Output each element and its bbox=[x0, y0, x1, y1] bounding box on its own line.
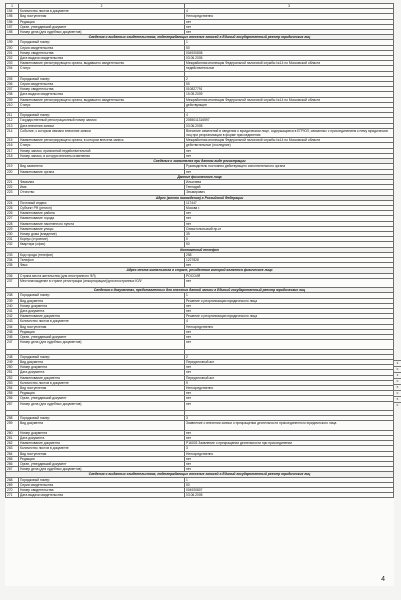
row-value: нет bbox=[185, 456, 394, 461]
row-value: нет bbox=[185, 334, 394, 339]
row-number: 261 bbox=[6, 436, 19, 441]
row-number: 198 bbox=[6, 30, 19, 35]
row-label: Номер свидетельства bbox=[19, 87, 185, 92]
row-label: Вид документа bbox=[19, 298, 185, 303]
row-number: 228 bbox=[6, 221, 19, 226]
row-number: 222 bbox=[6, 185, 19, 190]
row-value: нет bbox=[185, 370, 394, 375]
row-label: Дата выдачи свидетельства bbox=[19, 92, 185, 97]
row-number: 267 bbox=[6, 467, 19, 472]
row-value: 9 bbox=[185, 380, 394, 385]
row-label: Наименование района bbox=[19, 211, 185, 216]
row-value: РОССИЯ bbox=[185, 273, 394, 278]
row-number: 249 bbox=[6, 359, 19, 364]
row-value: нет bbox=[185, 401, 394, 410]
table-row bbox=[6, 278, 394, 287]
row-label: Порядковый номер bbox=[19, 40, 185, 45]
row-number: 258 bbox=[6, 416, 19, 421]
row-value: Москва г. bbox=[185, 205, 394, 210]
row-value: действительные (последние) bbox=[185, 143, 394, 148]
row-label: Субъект РФ (регион) bbox=[19, 205, 185, 210]
row-value: 1 bbox=[185, 40, 394, 45]
row-value: нет bbox=[185, 263, 394, 268]
row-value: нет bbox=[185, 396, 394, 401]
row-value: Решение о реорганизации юридического лица bbox=[185, 298, 394, 303]
row-number: 197 bbox=[6, 24, 19, 29]
row-label: Орган, утвердивший документ bbox=[19, 24, 185, 29]
row-number: 200 bbox=[6, 45, 19, 50]
row-label: Количество листов в документе bbox=[19, 446, 185, 451]
row-label: Наименование документа bbox=[19, 441, 185, 446]
row-label: Наименование населенного пункта bbox=[19, 221, 185, 226]
row-label: Факс bbox=[19, 263, 185, 268]
row-number: 221 bbox=[6, 179, 19, 184]
row-number: 252 bbox=[6, 375, 19, 380]
header-col-number: 1 bbox=[6, 4, 19, 9]
table-row bbox=[6, 340, 394, 349]
row-number: 216 bbox=[6, 143, 19, 148]
row-number: 251 bbox=[6, 370, 19, 375]
row-label: Порядковый номер bbox=[19, 113, 185, 118]
row-number: 245 bbox=[6, 329, 19, 334]
row-value: 15.05.2009 bbox=[185, 92, 394, 97]
row-number: 254 bbox=[6, 386, 19, 391]
row-number: 264 bbox=[6, 451, 19, 456]
row-value: нет bbox=[185, 303, 394, 308]
row-label: Вид поступления bbox=[19, 451, 185, 456]
row-number: 259 bbox=[6, 421, 19, 430]
row-value: нет bbox=[185, 308, 394, 313]
row-value: Ильичева bbox=[185, 179, 394, 184]
row-number: 219 bbox=[6, 164, 19, 169]
row-value: нет bbox=[185, 169, 394, 174]
row-number: 232 bbox=[6, 242, 19, 247]
row-label: Редакция bbox=[19, 391, 185, 396]
row-value: нет bbox=[185, 24, 394, 29]
row-label: Порядковый номер bbox=[19, 416, 185, 421]
row-value: Севастопольский пр-кт bbox=[185, 226, 394, 231]
row-value: Непосредственно bbox=[185, 14, 394, 19]
row-number: 256 bbox=[6, 396, 19, 401]
row-label: Дата выдачи свидетельства bbox=[19, 56, 185, 61]
row-number: 263 bbox=[6, 446, 19, 451]
row-label: Местонахождение в стране регистрации (инкорпорации)/для иностранных ЮЛ/ bbox=[19, 278, 185, 287]
row-number: 217 bbox=[6, 148, 19, 153]
row-label: Наименование улицы bbox=[19, 226, 185, 231]
row-label: Вид поступления bbox=[19, 386, 185, 391]
row-label: Орган, утвердивший документ bbox=[19, 462, 185, 467]
row-number: 194 bbox=[6, 9, 19, 14]
row-label: Дата выдачи свидетельства bbox=[19, 493, 185, 498]
row-value: нет bbox=[185, 148, 394, 153]
row-label: Вид документа bbox=[19, 421, 185, 430]
row-value: 50 bbox=[185, 82, 394, 87]
row-number: 243 bbox=[6, 319, 19, 324]
header-col-label: 2 bbox=[19, 4, 185, 9]
row-label: Количество листов в документе bbox=[19, 380, 185, 385]
row-number: 271 bbox=[6, 493, 19, 498]
row-number: 213 bbox=[6, 123, 19, 128]
row-label: Номер записи, признанной недействительной bbox=[19, 148, 185, 153]
row-label: Квартира (офис) bbox=[19, 242, 185, 247]
row-label: Статус bbox=[19, 66, 185, 71]
row-number: 240 bbox=[6, 303, 19, 308]
section-title: Сведения о выданных свидетельствах, подтверждающих внесение записей в Единый государственный реестр юридических лиц bbox=[6, 35, 394, 40]
row-label: Количество листов в документе bbox=[19, 9, 185, 14]
row-label: Номер дома (владение) bbox=[19, 231, 185, 236]
row-number: 248 bbox=[6, 354, 19, 359]
edge-mark: 5 bbox=[393, 396, 401, 402]
row-label: Порядковый номер bbox=[19, 477, 185, 482]
row-value: нет bbox=[185, 211, 394, 216]
row-number: 253 bbox=[6, 380, 19, 385]
row-number: 206 bbox=[6, 82, 19, 87]
row-value: нет bbox=[185, 278, 394, 287]
edge-mark: 0 bbox=[393, 402, 401, 408]
row-value: 010827791 bbox=[185, 87, 394, 92]
row-value: 4 bbox=[185, 9, 394, 14]
table-row bbox=[6, 128, 394, 137]
edge-mark: 5 bbox=[393, 384, 401, 390]
row-label: Номер дела (для судебных документов) bbox=[19, 30, 185, 35]
row-value: Заявление о внесении записи о прекращении деятельности присоединенного юридического лица bbox=[185, 421, 394, 430]
row-number: 262 bbox=[6, 441, 19, 446]
row-label: Номер свидетельства bbox=[19, 50, 185, 55]
row-label: Корпус (строение) bbox=[19, 237, 185, 242]
row-label: Количество листов в документе bbox=[19, 319, 185, 324]
row-value: нет bbox=[185, 467, 394, 472]
row-label: Отчество bbox=[19, 190, 185, 195]
row-value: Межрайонная инспекция Федеральной налоговой службы №14 по Московской области bbox=[185, 138, 394, 143]
row-value: Передаточный акт bbox=[185, 359, 394, 364]
row-number: 229 bbox=[6, 226, 19, 231]
row-number: 244 bbox=[6, 324, 19, 329]
row-number: 265 bbox=[6, 456, 19, 461]
row-label: Номер дела (для судебных документов) bbox=[19, 467, 185, 472]
section-title: Адрес места жительства в стране, резидентом которой является физическое лицо bbox=[6, 268, 394, 273]
row-label: Вид документа bbox=[19, 359, 185, 364]
row-value: 117447 bbox=[185, 200, 394, 205]
row-label: Номер записи, в которую внесены изменения bbox=[19, 153, 185, 158]
row-number: 212 bbox=[6, 118, 19, 123]
row-label: Дата внесения записи bbox=[19, 123, 185, 128]
row-value: 1227828 bbox=[185, 257, 394, 262]
row-number: 215 bbox=[6, 138, 19, 143]
row-value: нет bbox=[185, 436, 394, 441]
row-number: 207 bbox=[6, 87, 19, 92]
row-value: Эльмирович bbox=[185, 190, 394, 195]
document-page bbox=[5, 3, 394, 586]
row-value: Передаточный акт bbox=[185, 375, 394, 380]
row-value: 03.06.2005 bbox=[185, 56, 394, 61]
row-label: Дата документа bbox=[19, 308, 185, 313]
row-number: 211 bbox=[6, 113, 19, 118]
row-value: Непосредственно bbox=[185, 386, 394, 391]
section-title: Сведения о заявителях при данном виде регистрации bbox=[6, 159, 394, 164]
row-value: Руководитель постоянно действующего исполнительного органа bbox=[185, 164, 394, 169]
row-label: Наименование органа bbox=[19, 169, 185, 174]
row-number: 220 bbox=[6, 169, 19, 174]
row-label: Порядковый номер bbox=[19, 354, 185, 359]
row-label: Статус bbox=[19, 102, 185, 107]
row-number: 239 bbox=[6, 298, 19, 303]
row-number: 260 bbox=[6, 430, 19, 435]
row-value: 0 bbox=[185, 237, 394, 242]
row-label: Вид поступления bbox=[19, 324, 185, 329]
row-label: Порядковый номер bbox=[19, 293, 185, 298]
row-value: 03.06.2005 bbox=[185, 123, 394, 128]
table-body bbox=[6, 9, 394, 498]
row-label: Имя bbox=[19, 185, 185, 190]
row-number: 234 bbox=[6, 257, 19, 262]
edge-mark: 0 bbox=[393, 390, 401, 396]
section-title: Данные физического лица bbox=[6, 174, 394, 179]
row-number: 255 bbox=[6, 391, 19, 396]
row-label: Наименование регистрирующего органа, выдавшего свидетельство bbox=[19, 97, 185, 102]
row-value: Геннадий bbox=[185, 185, 394, 190]
row-value: нет bbox=[185, 19, 394, 24]
row-label: Порядковый номер bbox=[19, 76, 185, 81]
row-number: 226 bbox=[6, 211, 19, 216]
row-value: Межрайонная инспекция Федеральной налоговой службы №14 по Московской области bbox=[185, 61, 394, 66]
row-number: 204 bbox=[6, 66, 19, 71]
row-number: 250 bbox=[6, 365, 19, 370]
row-number: 224 bbox=[6, 200, 19, 205]
row-number: 230 bbox=[6, 231, 19, 236]
row-value: Р16003 Заявление о прекращении деятельности при присоединении bbox=[185, 441, 394, 446]
row-value: 004920808 bbox=[185, 50, 394, 55]
row-number: 247 bbox=[6, 340, 19, 349]
table-row bbox=[6, 493, 394, 498]
table-row bbox=[6, 421, 394, 430]
row-value: Межрайонная инспекция Федеральной налоговой службы №14 по Московской области bbox=[185, 97, 394, 102]
row-value: нет bbox=[185, 365, 394, 370]
row-value: 3 bbox=[185, 446, 394, 451]
row-label: Серия свидетельства bbox=[19, 482, 185, 487]
row-value: 2055011316597 bbox=[185, 118, 394, 123]
section-title: Контактный телефон bbox=[6, 247, 394, 252]
row-number: 218 bbox=[6, 153, 19, 158]
row-label: Номер дела (для судебных документов) bbox=[19, 340, 185, 349]
registry-table bbox=[5, 3, 394, 498]
row-value: нет bbox=[185, 30, 394, 35]
row-value: недействительное bbox=[185, 66, 394, 71]
page-number: 4 bbox=[381, 576, 385, 583]
row-value: 1 bbox=[185, 293, 394, 298]
row-value: 39 bbox=[185, 231, 394, 236]
row-label: Серия свидетельства bbox=[19, 82, 185, 87]
row-value: 2 bbox=[185, 76, 394, 81]
row-value: 50 bbox=[185, 242, 394, 247]
edge-mark: 0 bbox=[393, 366, 401, 372]
row-label: Серия свидетельства bbox=[19, 45, 185, 50]
row-number: 209 bbox=[6, 97, 19, 102]
row-number: 242 bbox=[6, 314, 19, 319]
header-col-value: 3 bbox=[185, 4, 394, 9]
row-number: 201 bbox=[6, 50, 19, 55]
section-title: Адрес (место нахождения) в Российской Федерации bbox=[6, 195, 394, 200]
row-label: Наименование документа bbox=[19, 375, 185, 380]
row-value: 2 bbox=[185, 354, 394, 359]
row-label: Код города (телефон) bbox=[19, 252, 185, 257]
row-label: Телефон bbox=[19, 257, 185, 262]
row-value: нет bbox=[185, 391, 394, 396]
row-number: 203 bbox=[6, 61, 19, 66]
row-number: 227 bbox=[6, 216, 19, 221]
row-number: 202 bbox=[6, 56, 19, 61]
row-number: 225 bbox=[6, 205, 19, 210]
row-number: 196 bbox=[6, 19, 19, 24]
row-number: 208 bbox=[6, 92, 19, 97]
row-value: нет bbox=[185, 462, 394, 467]
table-row bbox=[6, 401, 394, 410]
row-value: нет bbox=[185, 430, 394, 435]
row-value: 1 bbox=[185, 477, 394, 482]
section-title: Сведения о документах, представленных для внесения данной записи в Единый государственный реестр юридических лиц bbox=[6, 288, 394, 293]
row-label: Вид заявителя bbox=[19, 164, 185, 169]
row-number: 238 bbox=[6, 293, 19, 298]
row-number: 210 bbox=[6, 102, 19, 107]
row-number: 246 bbox=[6, 334, 19, 339]
row-label: Наименование регистрирующего органа, выдавшего свидетельство bbox=[19, 61, 185, 66]
row-number: 231 bbox=[6, 237, 19, 242]
row-label: Номер документа bbox=[19, 303, 185, 308]
row-number: 199 bbox=[6, 40, 19, 45]
row-number: 241 bbox=[6, 308, 19, 313]
row-label: Номер свидетельства bbox=[19, 488, 185, 493]
row-label: Редакция bbox=[19, 19, 185, 24]
row-value: 50 bbox=[185, 482, 394, 487]
row-label: Событие, с которым связано внесение записи bbox=[19, 128, 185, 137]
row-number: 214 bbox=[6, 128, 19, 137]
row-label: Редакция bbox=[19, 329, 185, 334]
row-value: 50 bbox=[185, 45, 394, 50]
row-label: Наименование регистрирующего органа, в котором внесена запись bbox=[19, 138, 185, 143]
row-number: 270 bbox=[6, 488, 19, 493]
row-number: 205 bbox=[6, 76, 19, 81]
row-number: 195 bbox=[6, 14, 19, 19]
row-label: Государственный регистрационный номер записи bbox=[19, 118, 185, 123]
row-value: 004920807 bbox=[185, 488, 394, 493]
edge-mark: 3 bbox=[393, 372, 401, 378]
row-value: нет bbox=[185, 153, 394, 158]
row-number: 237 bbox=[6, 278, 19, 287]
row-value: нет bbox=[185, 340, 394, 349]
edge-mark: 0 bbox=[393, 378, 401, 384]
row-value: 03.06.2005 bbox=[185, 493, 394, 498]
row-number: 268 bbox=[6, 477, 19, 482]
row-label: Дата документа bbox=[19, 436, 185, 441]
row-number: 269 bbox=[6, 482, 19, 487]
row-label: Номер дела (для судебных документов) bbox=[19, 401, 185, 410]
section-title: Сведения о выданных свидетельствах, подтверждающих внесение записей в Единый государственный реестр юридических лиц bbox=[6, 472, 394, 477]
row-label: Почтовый индекс bbox=[19, 200, 185, 205]
row-label: Номер документа bbox=[19, 430, 185, 435]
row-label: Фамилия bbox=[19, 179, 185, 184]
row-number: 236 bbox=[6, 273, 19, 278]
row-label: Вид поступления bbox=[19, 14, 185, 19]
row-label: Дата документа bbox=[19, 370, 185, 375]
row-value: нет bbox=[185, 329, 394, 334]
row-number: 266 bbox=[6, 462, 19, 467]
row-value: 3 bbox=[185, 416, 394, 421]
row-value: Непосредственно bbox=[185, 324, 394, 329]
row-value: нет bbox=[185, 221, 394, 226]
row-label: Страна места жительства (для иностранного ФЛ) bbox=[19, 273, 185, 278]
row-label: Наименование документа bbox=[19, 314, 185, 319]
row-value: 4 bbox=[185, 319, 394, 324]
row-number: 257 bbox=[6, 401, 19, 410]
edge-mark: 9 bbox=[393, 360, 401, 366]
row-value: Решение о реорганизации юридического лица bbox=[185, 314, 394, 319]
row-value: действующее bbox=[185, 102, 394, 107]
row-number: 223 bbox=[6, 190, 19, 195]
row-number: 233 bbox=[6, 252, 19, 257]
row-value: 258 bbox=[185, 252, 394, 257]
row-label: Орган, утвердивший документ bbox=[19, 334, 185, 339]
row-label: Наименование города bbox=[19, 216, 185, 221]
row-label: Орган, утвердивший документ bbox=[19, 396, 185, 401]
row-value: Непосредственно bbox=[185, 451, 394, 456]
row-value: Внесение изменений в сведения о юридическом лице, содержащиеся в ЕГРЮЛ, связанных с присоединением к нему юридических лиц при реорганизации в форме присоединения bbox=[185, 128, 394, 137]
row-number: 235 bbox=[6, 263, 19, 268]
row-label: Статус bbox=[19, 143, 185, 148]
row-value: 4 bbox=[185, 113, 394, 118]
row-label: Редакция bbox=[19, 456, 185, 461]
row-label: Номер документа bbox=[19, 365, 185, 370]
row-value: нет bbox=[185, 216, 394, 221]
